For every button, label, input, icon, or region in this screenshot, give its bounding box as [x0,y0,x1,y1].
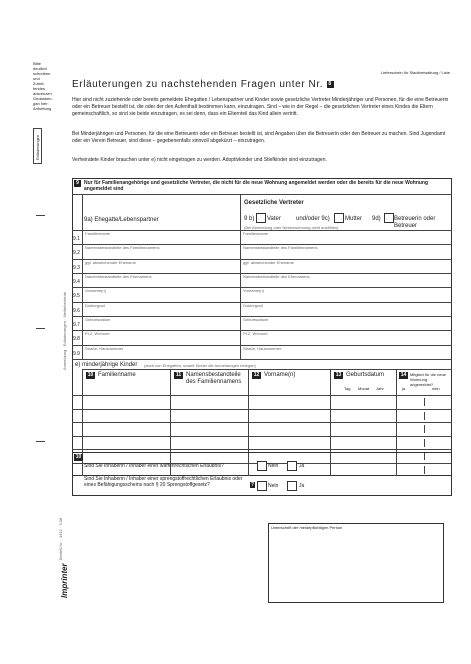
margin-tick [36,215,45,216]
title-badge: 8 [328,80,332,87]
side-label: Anmeldung · Erläuterungen · Meldebehörde [62,291,67,370]
row-number: 9.7 [73,322,80,328]
q2-badge: ? [250,482,255,488]
q2-text: Sind Sie Inhaberin / Inhaber einer sprengstoffrechtlichen Erlaubnis oder eines Befähigungsscheins nach § 20 Sprengstoffgesetz? [84,476,243,488]
child-col-badge: 12 [253,372,260,378]
row-field-left[interactable]: ggf. abweichender Ehename [85,259,136,265]
child-col-label: Vorname(n) [264,372,296,378]
q2-nein-checkbox[interactable] [257,481,267,491]
yes-no-tick [424,425,425,433]
row-field-right[interactable]: Namensbestandteile des Ehenamens [243,274,310,279]
page-title [72,79,334,90]
row-field-left[interactable]: Geburtsdatum [85,317,111,322]
row-number: 9.6 [73,307,80,314]
intro-paragraph-1: Hier sind nicht zuziehende oder bereits gemeldete Ehegatten / Lebenspartner und Kinder sowie gesetzliche Vertreter Minderjähriger und Personen, für die eine Betreuerin oder ein Betreuer bestellt ist, die oder der den Aufenthalt bestimmen kann, einzutragen. Sind – wie in der Regel – die gesetzlichen Vertreter eines Kindes die Eltern gemeinschaftlich, so sind sie beide einzutragen, es sei denn, dass ein Elternteil das Kind allein vertritt. [72,97,449,117]
opt-9d-label: 9d) [372,216,381,222]
margin-notice-line: Gedanken- [33,96,53,101]
yes-no-tick [424,398,425,406]
row-number: 9.9 [73,350,80,357]
child-entry-row[interactable] [83,410,451,422]
q1-ja-label: Ja [299,463,305,469]
row-field-left[interactable]: Vorname(n) [85,288,106,294]
margin-notice-line: Bitte [33,61,42,66]
margin-notice-line: ankreuzen [33,91,52,96]
row-number: 9.2 [73,250,80,257]
divider [72,194,452,195]
yes-no-tick [424,412,425,420]
child-col-badge: 10 [87,372,94,378]
row-divider [72,359,452,360]
col-b-note: (Bei Abmeldung oder Nebenwohnung nicht ausfüllen) [244,225,339,230]
col-b-prefix: 9 b) [244,216,255,222]
checkbox-mutter[interactable] [334,213,344,223]
row-number: 9.8 [73,336,80,343]
date-part-jahr: Jahr [376,386,384,391]
e-label: e) minderjährige Kinder [75,362,138,368]
q1-text: Sind Sie Inhaberin / Inhaber einer waffenrechtlichen Erlaubnis? [84,463,224,469]
q2-nein-label: Nein [268,483,279,489]
row-field-right[interactable]: PLZ, Wohnort [243,331,268,337]
opt-und-label: und/oder 9c) [296,216,330,222]
margin-notice-line: fendes [33,86,46,91]
q1-nein-label: Nein [268,463,279,469]
row-field-right[interactable]: Geburtsdatum [243,317,269,322]
child-entry-row[interactable] [83,423,451,435]
child-col-badge: 13 [335,372,342,378]
child-col-label: Namensbestandteile des Familiennamens [186,372,242,385]
opt-betreuer-label: Betreuerin oder Betreuer [394,216,436,229]
row-field-left[interactable]: Familienname [85,231,111,236]
row-field-left[interactable]: PLZ, Wohnort [85,331,110,337]
margin-notice-line: Zutref- [33,81,45,86]
row-field-right[interactable]: Straße, Hausnummer [243,345,282,351]
child-col-label: Familienname [98,372,136,378]
col-divider [240,194,241,359]
row-field-right[interactable]: Vorname(n) [243,288,264,294]
section10-number: 10 [75,454,82,460]
q2-ja-label: Ja [299,483,305,489]
num-col-divider [82,194,83,359]
row-field-left[interactable]: Namensbestandteile des Familiennamens [85,245,160,251]
brand-logo: Imprinter [60,563,69,598]
no-label: nein [432,386,440,391]
e-note: (auch von Ehegatten, soweit Kinder die Anmeldungen belegen) [144,363,256,368]
child-col-badge: 14 [400,372,407,378]
opt-mutter-label: Mutter [345,216,363,222]
child-col-label: Geburtsdatum [346,372,385,378]
margin-notice-line: und [33,76,40,81]
section9-heading: Nur für Familienangehörige und gesetzliche Vertreter, die nicht für die neue Wohnung angemeldet werden oder die bereits für die neue Wohnung angemeldet sind [84,180,429,192]
top-right-note: Lieferschein für Stadtverwaltung / Liste [381,70,450,75]
date-part-monat: Monat [358,386,370,391]
checkbox-vater[interactable] [256,213,266,223]
q2-ja-checkbox[interactable] [287,481,297,491]
margin-tick [36,441,45,442]
row-field-right[interactable]: Familienname [243,231,269,236]
intro-paragraph-2: Bei Minderjährigen und Personen, für die eine Betreuerin oder ein Betreuer bestellt ist, sind Angaben über die Betreuerin oder den Betreuer zu machen. Sind Jugendamt oder ein Verein Betreuer, sind diese – gegebenenfalls sinnvoll abgekürzt – einzutragen. [72,131,446,144]
row-field-left[interactable]: Straße, Hausnummer [85,345,124,351]
section9-number: 9 [74,180,81,187]
margin-notice [33,61,63,111]
vertical-label: Erläuterungen [35,134,40,160]
q1-ja-checkbox[interactable] [287,461,297,471]
margin-notice-line: Anheftung [33,106,52,111]
margin-notice-line: schreiben [33,71,51,76]
row-field-left[interactable]: Namensbestandteile des Ehenamens [85,274,152,279]
row-field-right[interactable]: ggf. abweichender Ehename [243,259,294,265]
intro-paragraph-3: Verheiratete Kinder brauchen unter e) nicht eingetragen zu werden. Adoptivkinder und Stiefkinder sind einzutragen. [72,157,327,163]
margin-tick [36,328,45,329]
margin-notice-line: deutlich [33,66,47,71]
signature-box[interactable] [268,523,444,603]
date-part-tag: Tag [344,386,351,391]
child-entry-row[interactable] [83,396,451,408]
row-number: 9.4 [73,279,80,285]
col-b-title: Gesetzliche Vertreter [244,200,304,206]
child-entry-row[interactable] [83,437,451,449]
opt-vater-label: Vater [267,216,281,222]
child-col-label: Mitglied für die neue Wohnung angemeldet? [410,372,447,387]
publisher-codes: Bestell-Nr. · 4412 · 3.08 [58,517,63,560]
page-title-text: Erläuterungen zu nachstehenden Fragen unter Nr. [72,79,324,90]
yes-no-tick [424,439,425,447]
row-field-right[interactable]: Doktorgrad [243,302,263,308]
margin-notice-line: gan hier: [33,101,49,106]
row-field-left[interactable]: Doktorgrad [85,302,105,308]
row-field-right[interactable]: Namensbestandteile des Familiennamens [243,245,318,251]
row-number: 9.3 [73,264,80,271]
child-col-badge: 11 [175,372,182,378]
checkbox-betreuer[interactable] [384,213,394,223]
q1-nein-checkbox[interactable] [257,461,267,471]
row-number: 9.5 [73,293,80,300]
signature-label: Unterschrift der meldepflichtigen Person [271,525,343,530]
row-number: 9.1 [73,236,80,242]
yes-label: ja [402,386,406,391]
col-a-label: 9a) Ehegatte/Lebenspartner [84,217,159,223]
